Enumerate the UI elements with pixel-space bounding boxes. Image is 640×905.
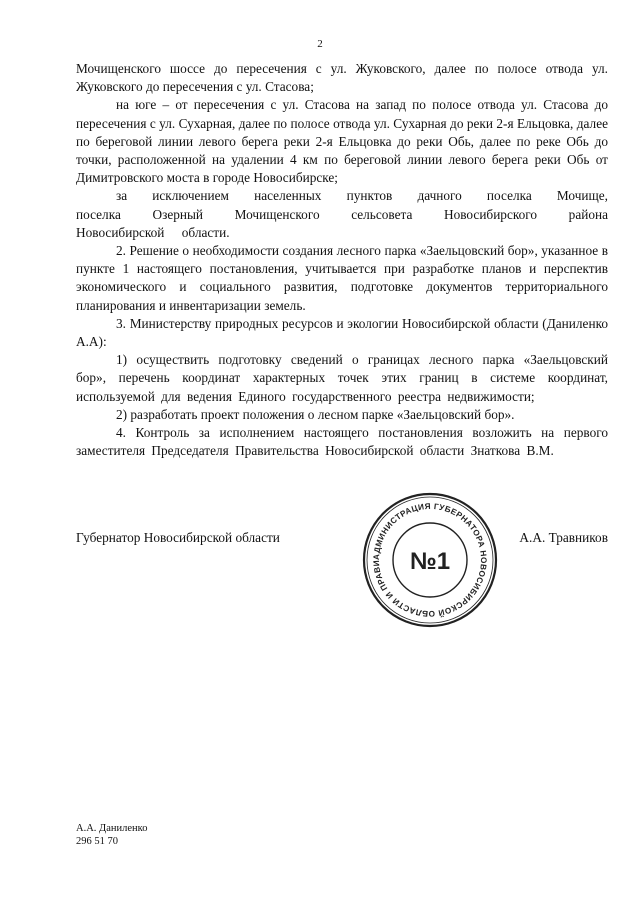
seal-graphic (360, 490, 500, 630)
paragraph-item-2: 2. Решение о необходимости создания лесного парка «Заельцовский бор», указанное в пункте 1 настоящего постановления, учитывается при разработке планов и перспектив экономического и социального развития, подготовке документов территориального планирования и инвентаризации земель. (76, 243, 608, 313)
page-number: 2 (317, 38, 323, 50)
signature-block (76, 530, 608, 546)
paragraph-boundary-north: Мочищенского шоссе до пересечения с ул. Жуковского, далее по полосе отвода ул. Жуковского до пересечения с ул. Стасова; (76, 61, 608, 95)
executor-phone: 296 51 70 (76, 836, 118, 847)
footer-executor (76, 822, 147, 848)
paragraph-exclusion: за исключением населенных пунктов дачного поселка Мочище, поселка Озерный Мочищенского сельсовета Новосибирского района Новосибирской области. (76, 188, 608, 240)
paragraph-item-3-2: 2) разработать проект положения о лесном парке «Заельцовский бор». (116, 406, 515, 422)
official-seal (360, 490, 500, 630)
executor-name: А.А. Даниленко (76, 823, 148, 834)
paragraph-item-4: 4. Контроль за исполнением настоящего постановления возложить на первого заместителя Председателя Правительства Новосибирской области Знаткова В.М. (76, 425, 608, 459)
paragraph-boundary-south: на юге – от пересечения с ул. Стасова на запад по полосе отвода ул. Стасова до пересечения с ул. Сухарная, далее по полосе отвода ул. Сухарная до реки 2-я Ельцовка, далее по береговой линии левого берега реки 2-я Ельцовка до реки Обь, далее по реке Обь до точки, расположенной на удалении 4 км по береговой линии левого берега реки Обь от Димитровского моста в городе Новосибирске; (76, 97, 608, 186)
paragraph-item-3: 3. Министерству природных ресурсов и экологии Новосибирской области (Даниленко А.А): (76, 315, 608, 350)
paragraph-item-3-1: 1) осуществить подготовку сведений о границах лесного парка «Заельцовский бор», перечень координат характерных точек этих границ в системе координат, используемой для ведения Единого государственного реестра недвижимости; (76, 352, 608, 404)
signatory-position: Губернатор Новосибирской области (76, 530, 280, 545)
signatory-name: А.А. Травников (519, 530, 608, 545)
svg-text:АДМИНИСТРАЦИЯ ГУБЕРНАТОРА НОВО: АДМИНИСТРАЦИЯ ГУБЕРНАТОРА НОВОСИБИРСКОЙ ОБЛАСТИ И ПРАВИ (371, 501, 489, 619)
svg-text:№1: №1 (409, 548, 451, 575)
document-body (76, 60, 608, 460)
